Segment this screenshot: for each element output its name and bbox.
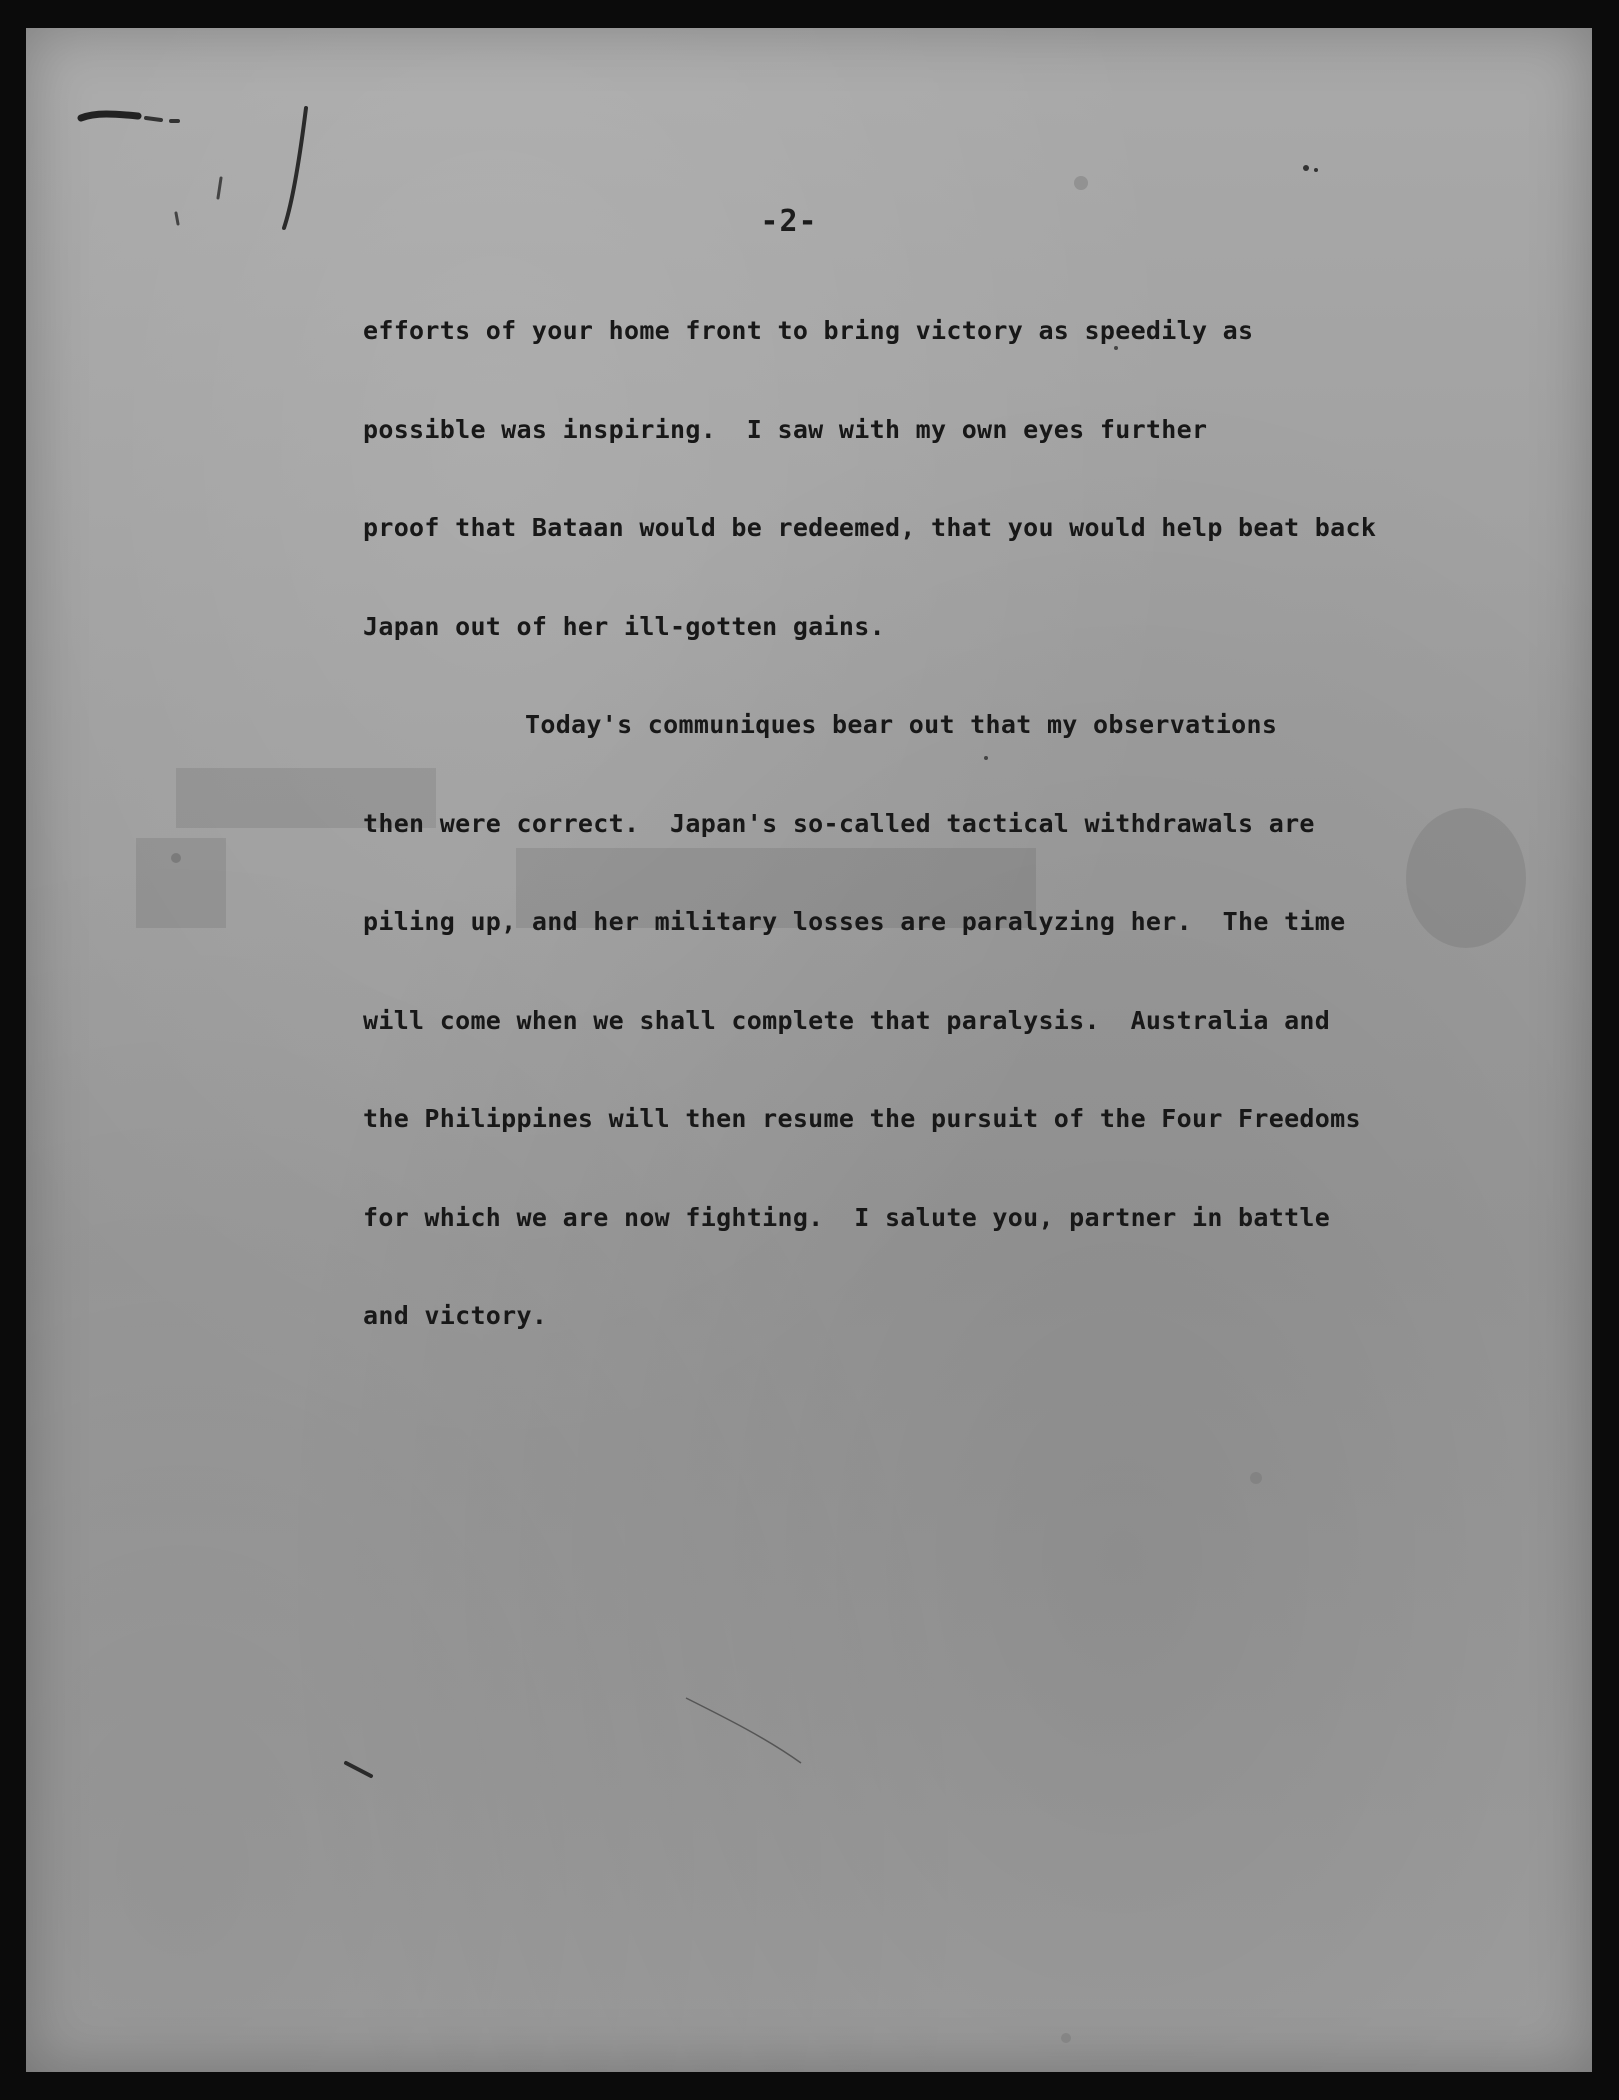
- speck-mark: [1074, 176, 1088, 190]
- typed-page: [26, 28, 1592, 2072]
- scratch-mark: [346, 1763, 371, 1776]
- ink-smudge-mark: [146, 118, 161, 120]
- speck-mark: [171, 853, 181, 863]
- speck-mark: [1250, 1472, 1262, 1484]
- pen-stroke-mark: [218, 178, 221, 198]
- ink-smudge-mark: [81, 114, 138, 118]
- text-line: proof that Bataan would be redeemed, that you would help beat back: [363, 513, 1377, 542]
- text-line: Japan out of her ill-gotten gains.: [363, 611, 885, 641]
- scratch-mark: [686, 1698, 801, 1763]
- page-number: -2-: [760, 204, 818, 239]
- text-line: for which we are now fighting. I salute you, partner in battle: [363, 1202, 1331, 1232]
- text-line: then were correct. Japan's so-called tactical withdrawals are: [363, 808, 1315, 838]
- speck-mark: [1303, 165, 1309, 171]
- text-line: and victory.: [363, 1301, 548, 1330]
- speck-mark: [1061, 2033, 1071, 2043]
- text-line: possible was inspiring. I saw with my own eyes further: [363, 414, 1208, 444]
- paragraph-start-line: Today's communiques bear out that my observations: [525, 710, 1278, 739]
- text-line: efforts of your home front to bring victory as speedily as: [363, 316, 1254, 345]
- text-line: will come when we shall complete that paralysis. Australia and: [363, 1005, 1331, 1035]
- speck-mark: [1314, 168, 1318, 172]
- letter-body: [363, 316, 1483, 1400]
- text-line: piling up, and her military losses are paralyzing her. The time: [363, 907, 1346, 936]
- text-line: the Philippines will then resume the pursuit of the Four Freedoms: [363, 1104, 1361, 1133]
